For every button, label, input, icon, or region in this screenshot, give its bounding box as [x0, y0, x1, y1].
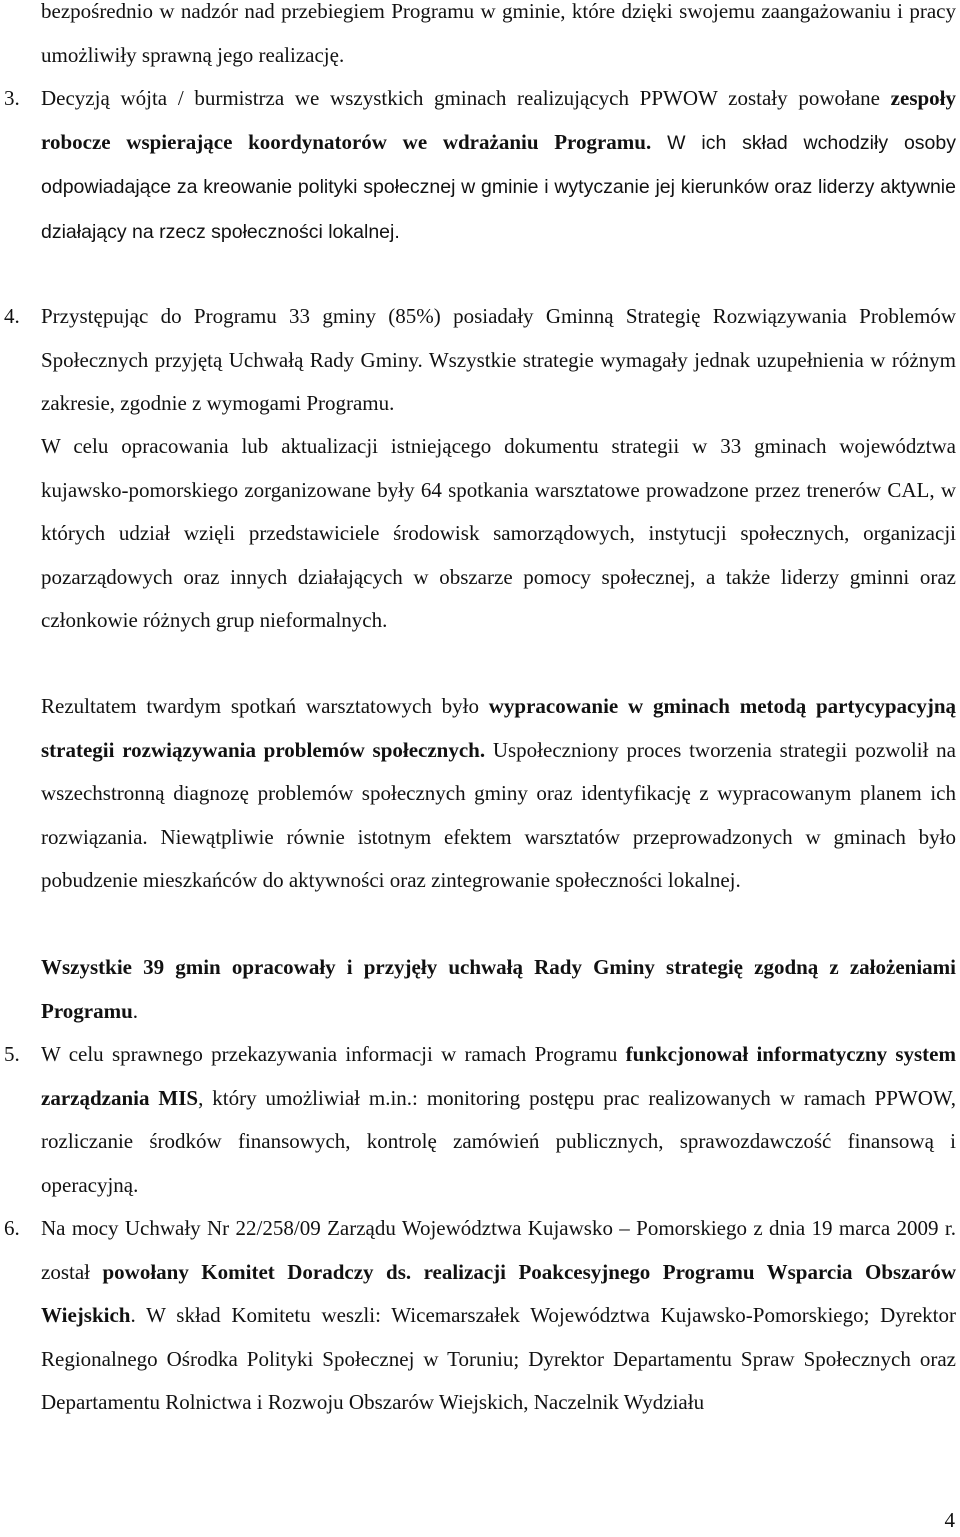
paragraph-4d-bold: Wszystkie 39 gmin opracowały i przyjęły uchwałą Rady Gminy strategię zgodną z założeniami Programu: [41, 955, 956, 1023]
paragraph-intro: bezpośrednio w nadzór nad przebiegiem Programu w gminie, które dzięki swojemu zaangażowaniu i pracy umożliwiły sprawną jego realizację.: [41, 0, 956, 67]
list-number-4: 4.: [4, 304, 20, 328]
paragraph-4d: Wszystkie 39 gmin opracowały i przyjęły uchwałą Rady Gminy strategię zgodną z założeniami Programu.: [41, 955, 956, 1023]
paragraph-5: W celu sprawnego przekazywania informacji w ramach Programu funkcjonował informatyczny system zarządzania MIS, który umożliwiał m.in.: monitoring postępu prac realizowanych w ramach PPWOW, rozliczanie środków finansowych, kontrolę zamówień publicznych, sprawozdawczość finansową i operacyjną.: [41, 1042, 956, 1197]
paragraph-3: Decyzją wójta / burmistrza we wszystkich gminach realizujących PPWOW zostały powołane zespoły robocze wspierające koordynatorów we wdrażaniu Programu. W ich skład wchodziły osoby odpowiadające za kreowanie polityki społecznej w gminie i wytyczanie jej kierunków oraz liderzy aktywnie działający na rzecz społeczności lokalnej.: [41, 86, 956, 243]
list-number-6: 6.: [4, 1216, 20, 1240]
paragraph-3-sans: W ich skład wchodziły osoby odpowiadające za kreowanie polityki społecznej w gminie i wytyczanie jej kierunków oraz liderzy aktywnie działający na rzecz społeczności lokalnej.: [41, 131, 956, 243]
list-number-3: 3.: [4, 86, 20, 110]
page-number: 4: [944, 1508, 955, 1532]
paragraph-4a: Przystępując do Programu 33 gminy (85%) posiadały Gminną Strategię Rozwiązywania Problemów Społecznych przyjętą Uchwałą Rady Gminy. Wszystkie strategie wymagały jednak uzupełnienia w różnym zakresie, zgodnie z wymogami Programu.: [41, 304, 956, 415]
paragraph-4b: W celu opracowania lub aktualizacji istniejącego dokumentu strategii w 33 gminach województwa kujawsko-pomorskiego zorganizowane były 64 spotkania warsztatowe prowadzone przez trenerów CAL, w których udział wzięli przedstawiciele środowisk samorządowych, instytucji społecznych, organizacji pozarządowych oraz innych działających w obszarze pomocy społecznej, a także liderzy gminni oraz członkowie różnych grup nieformalnych.: [41, 434, 956, 632]
list-number-5: 5.: [4, 1042, 20, 1066]
paragraph-6: Na mocy Uchwały Nr 22/258/09 Zarządu Województwa Kujawsko – Pomorskiego z dnia 19 marca 2009 r. został powołany Komitet Doradczy ds. realizacji Poakcesyjnego Programu Wsparcia Obszarów Wiejskich. W skład Komitetu weszli: Wicemarszałek Województwa Kujawsko-Pomorskiego; Dyrektor Regionalnego Ośrodka Polityki Społecznej w Toruniu; Dyrektor Departamentu Spraw Społecznych oraz Departamentu Rolnictwa i Rozwoju Obszarów Wiejskich, Naczelnik Wydziału: [41, 1216, 957, 1414]
paragraph-6-bold: powołany Komitet Doradczy ds. realizacji Poakcesyjnego Programu Wsparcia Obszarów Wiejskich: [41, 1259, 957, 1327]
paragraph-4c-bold: wypracowanie w gminach metodą partycypacyjną strategii rozwiązywania problemów społecznych.: [41, 694, 956, 762]
paragraph-3-bold: zespoły robocze wspierające koordynatorów we wdrażaniu Programu.: [41, 86, 956, 154]
paragraph-5-bold: funkcjonował informatyczny system zarządzania MIS: [41, 1042, 956, 1110]
paragraph-4c: Rezultatem twardym spotkań warsztatowych było wypracowanie w gminach metodą partycypacyjną strategii rozwiązywania problemów społecznych. Uspołeczniony proces tworzenia strategii pozwolił na wszechstronną diagnozę problemów społecznych gminy oraz identyfikację z wypracowanym planem ich rozwiązania. Niewątpliwie równie istotnym efektem warsztatów przeprowadzonych w gminach było pobudzenie mieszkańców do aktywności oraz zintegrowanie społeczności lokalnej.: [41, 694, 956, 892]
